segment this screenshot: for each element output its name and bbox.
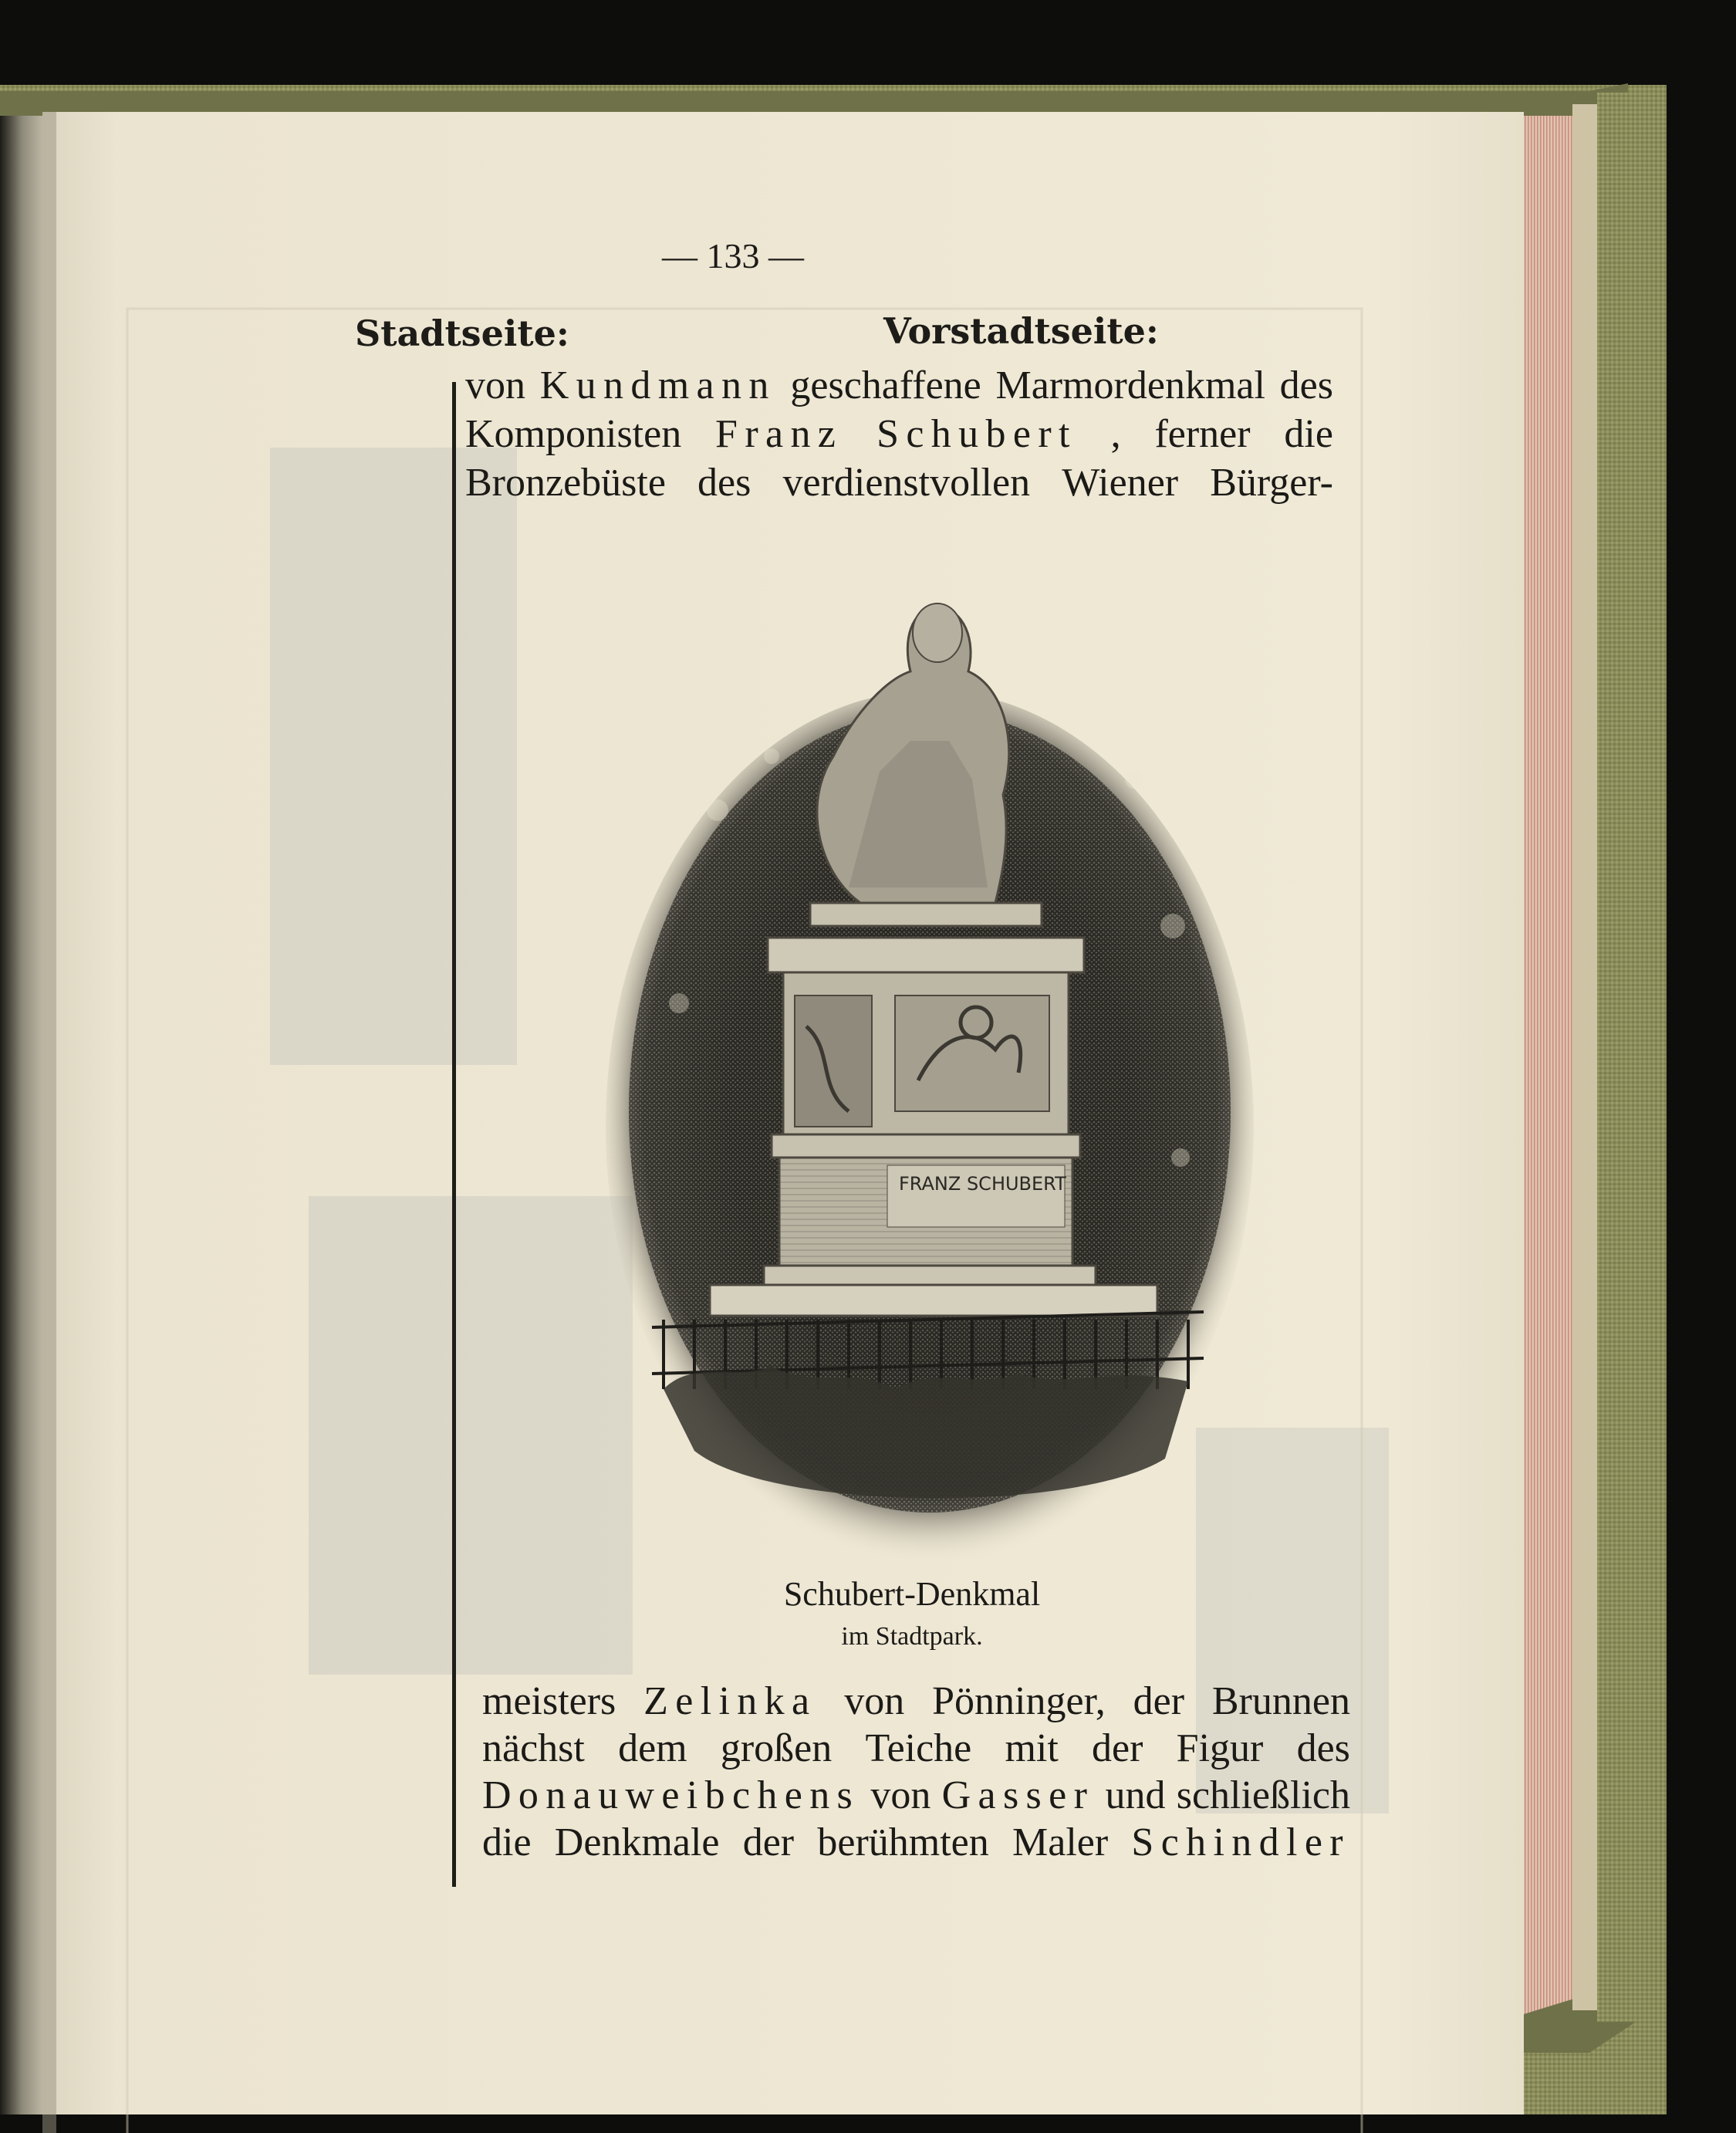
word: die xyxy=(1284,412,1333,456)
word: von xyxy=(465,363,525,407)
word: Pönninger, xyxy=(932,1679,1106,1723)
word: der xyxy=(1092,1726,1143,1770)
page-number: — 133 — xyxy=(662,236,804,275)
word: der xyxy=(1133,1679,1185,1723)
word: Marmordenkmal xyxy=(995,363,1265,407)
text-line xyxy=(482,1726,1350,1771)
word: des xyxy=(1296,1726,1350,1770)
word: meisters xyxy=(482,1679,616,1723)
word: Brunnen xyxy=(1211,1679,1350,1723)
word: berühmten xyxy=(817,1820,989,1864)
column-header-stadtseite: Stadtseite: xyxy=(355,313,569,354)
figure-caption: Schubert-Denkmal xyxy=(783,1575,1041,1613)
text-line xyxy=(465,363,1333,408)
word: geschaffene xyxy=(790,363,981,407)
word: Bronzebüste xyxy=(465,461,666,505)
word: Bürger- xyxy=(1210,461,1333,505)
word: Franz xyxy=(715,412,843,456)
word: dem xyxy=(618,1726,687,1770)
figure-subcaption: im Stadtpark. xyxy=(841,1622,983,1651)
word: und xyxy=(1105,1773,1166,1817)
word: ferner xyxy=(1154,412,1251,456)
word: nächst xyxy=(482,1726,585,1770)
word: von xyxy=(844,1679,905,1723)
word: schließlich xyxy=(1176,1773,1350,1817)
word: Denkmale xyxy=(554,1820,720,1864)
word: verdienstvollen xyxy=(782,461,1031,505)
word: des xyxy=(697,461,751,505)
text-line xyxy=(482,1820,1350,1865)
text-line xyxy=(465,460,1333,505)
word: Zelinka xyxy=(643,1679,817,1723)
word: großen xyxy=(720,1726,833,1770)
word: Donauweibchens xyxy=(482,1773,860,1817)
word: der xyxy=(742,1820,795,1864)
word: Schubert xyxy=(876,412,1077,456)
word: Kundmann xyxy=(539,363,776,407)
pedestal-inscription: FRANZ SCHUBERT xyxy=(899,1173,1066,1195)
word: Teiche xyxy=(865,1726,972,1770)
word: von xyxy=(870,1773,931,1817)
word: die xyxy=(482,1820,532,1864)
word: Figur xyxy=(1176,1726,1264,1770)
text-line xyxy=(465,411,1333,457)
word: mit xyxy=(1005,1726,1059,1770)
word: des xyxy=(1279,363,1333,407)
word: Komponisten xyxy=(465,412,682,456)
body-text-top xyxy=(465,363,1333,505)
text-line xyxy=(482,1773,1350,1818)
text-line xyxy=(482,1678,1350,1724)
word: Maler xyxy=(1012,1820,1109,1864)
word: Wiener xyxy=(1062,461,1179,505)
word: , xyxy=(1110,412,1121,456)
column-header-vorstadtseite: Vorstadtseite: xyxy=(883,310,1159,352)
word: Schindler xyxy=(1131,1820,1350,1864)
word: Gasser xyxy=(941,1773,1095,1817)
body-text-bottom xyxy=(482,1678,1350,1865)
